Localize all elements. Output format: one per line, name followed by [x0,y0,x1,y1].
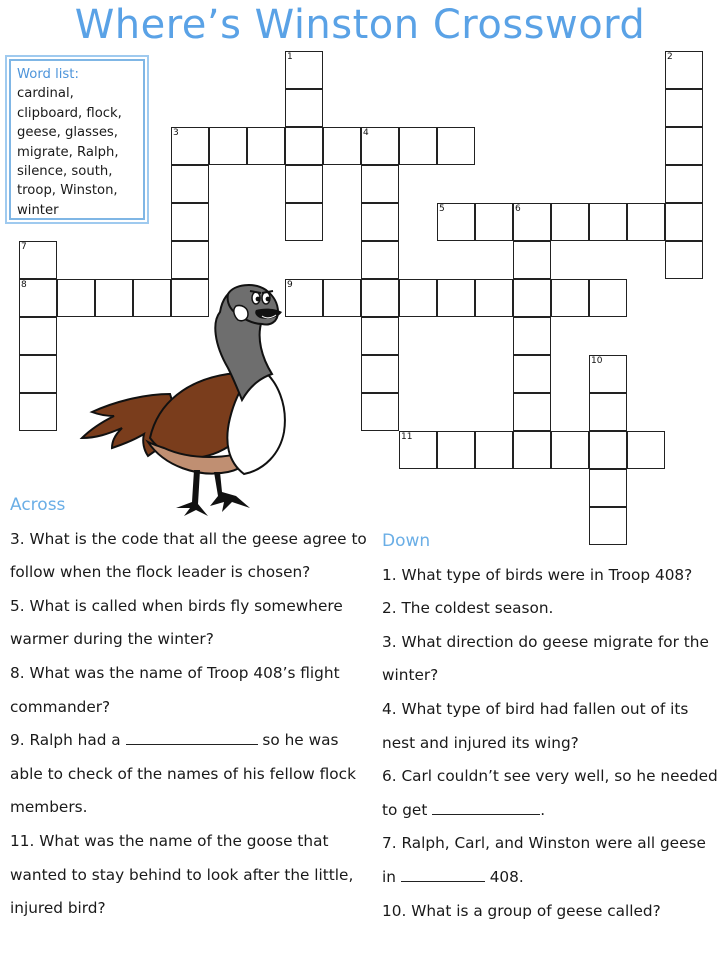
grid-cell[interactable] [475,203,513,241]
grid-cell[interactable] [513,241,551,279]
grid-cell[interactable] [589,393,627,431]
word-list-line: troop, Winston, [17,183,118,199]
grid-cell[interactable] [19,317,57,355]
clue-number-label: 4 [363,128,369,138]
grid-cell[interactable] [361,317,399,355]
grid-cell[interactable] [665,241,703,279]
across-heading: Across [10,495,66,515]
grid-cell[interactable] [209,127,247,165]
down-clue-10: 10. What is a group of geese called? [382,901,661,920]
grid-cell[interactable] [627,203,665,241]
grid-cell[interactable] [513,279,551,317]
grid-cell[interactable] [19,393,57,431]
grid-cell[interactable] [589,431,627,469]
across-clue-9: 9. Ralph had a so he was able to check of the names of his fellow flock members. [10,731,356,817]
grid-cell[interactable] [589,279,627,317]
across-clue-5: 5. What is called when birds fly somewhere warmer during the winter? [10,596,343,649]
clue-number-label: 3 [173,128,179,138]
clue-number-label: 11 [401,432,413,442]
grid-cell[interactable] [513,393,551,431]
clue-number-label: 10 [591,356,603,366]
grid-cell[interactable] [551,203,589,241]
grid-cell[interactable] [551,431,589,469]
grid-cell[interactable] [399,127,437,165]
clue-number-label: 1 [287,52,293,62]
grid-cell[interactable] [361,165,399,203]
clue-number-label: 2 [667,52,673,62]
clue-number-label: 5 [439,204,445,214]
grid-cell[interactable] [665,165,703,203]
clue-number-label: 7 [21,242,27,252]
page-title: Where’s Winston Crossword [74,2,646,48]
grid-cell[interactable] [513,431,551,469]
grid-cell[interactable] [285,203,323,241]
word-list-line: geese, glasses, [17,125,118,141]
grid-cell[interactable] [399,279,437,317]
grid-cell[interactable] [475,279,513,317]
grid-cell[interactable] [323,279,361,317]
grid-cell[interactable] [247,127,285,165]
word-list-line: migrate, Ralph, [17,144,119,160]
clue-number-label: 6 [515,204,521,214]
grid-cell[interactable] [171,241,209,279]
grid-cell[interactable] [19,355,57,393]
grid-cell[interactable] [513,355,551,393]
grid-cell[interactable] [323,127,361,165]
down-clue-6: 6. Carl couldn’t see very well, so he needed to get . [382,767,718,819]
clue-number-label: 8 [21,280,27,290]
down-clue-3: 3. What direction do geese migrate for the winter? [382,632,709,685]
goose-cheek [234,305,248,320]
grid-cell[interactable] [437,279,475,317]
across-clue-8: 8. What was the name of Troop 408’s flight commander? [10,663,340,716]
grid-cell[interactable] [171,165,209,203]
word-list-heading: Word list: [17,67,79,82]
down-clues [382,525,718,928]
grid-cell[interactable] [665,203,703,241]
down-clue-1: 1. What type of birds were in Troop 408? [382,565,693,584]
grid-cell[interactable] [627,431,665,469]
down-heading: Down [382,531,431,551]
grid-cell[interactable] [361,241,399,279]
grid-cell[interactable] [589,203,627,241]
grid-cell[interactable] [437,431,475,469]
grid-cell[interactable] [285,127,323,165]
answer-blank [432,800,540,815]
word-list-line: cardinal, [17,86,74,102]
grid-cell[interactable] [551,279,589,317]
across-clue-11: 11. What was the name of the goose that wanted to stay behind to look after the little, injured bird? [10,831,354,918]
grid-cell[interactable] [285,89,323,127]
grid-cell[interactable] [361,203,399,241]
word-list-line: clipboard, flock, [17,105,122,121]
grid-cell[interactable] [285,165,323,203]
grid-cell[interactable] [589,469,627,507]
down-clue-4: 4. What type of bird had fallen out of its nest and injured its wing? [382,699,689,752]
down-clue-7: 7. Ralph, Carl, and Winston were all geese in 408. [382,834,706,886]
grid-cell[interactable] [665,127,703,165]
grid-cell[interactable] [361,393,399,431]
word-list-line: silence, south, [17,164,113,180]
answer-blank [401,867,485,882]
down-clue-2: 2. The coldest season. [382,599,554,618]
across-clues [10,489,370,926]
across-clue-3: 3. What is the code that all the geese agree to follow when the flock leader is chosen? [10,529,367,582]
grid-cell[interactable] [171,203,209,241]
clue-number-label: 9 [287,280,293,290]
word-list-line: winter [17,202,59,218]
grid-cell[interactable] [361,279,399,317]
grid-cell[interactable] [361,355,399,393]
grid-cell[interactable] [665,89,703,127]
grid-cell[interactable] [513,317,551,355]
grid-cell[interactable] [475,431,513,469]
grid-cell[interactable] [437,127,475,165]
answer-blank [126,730,258,745]
